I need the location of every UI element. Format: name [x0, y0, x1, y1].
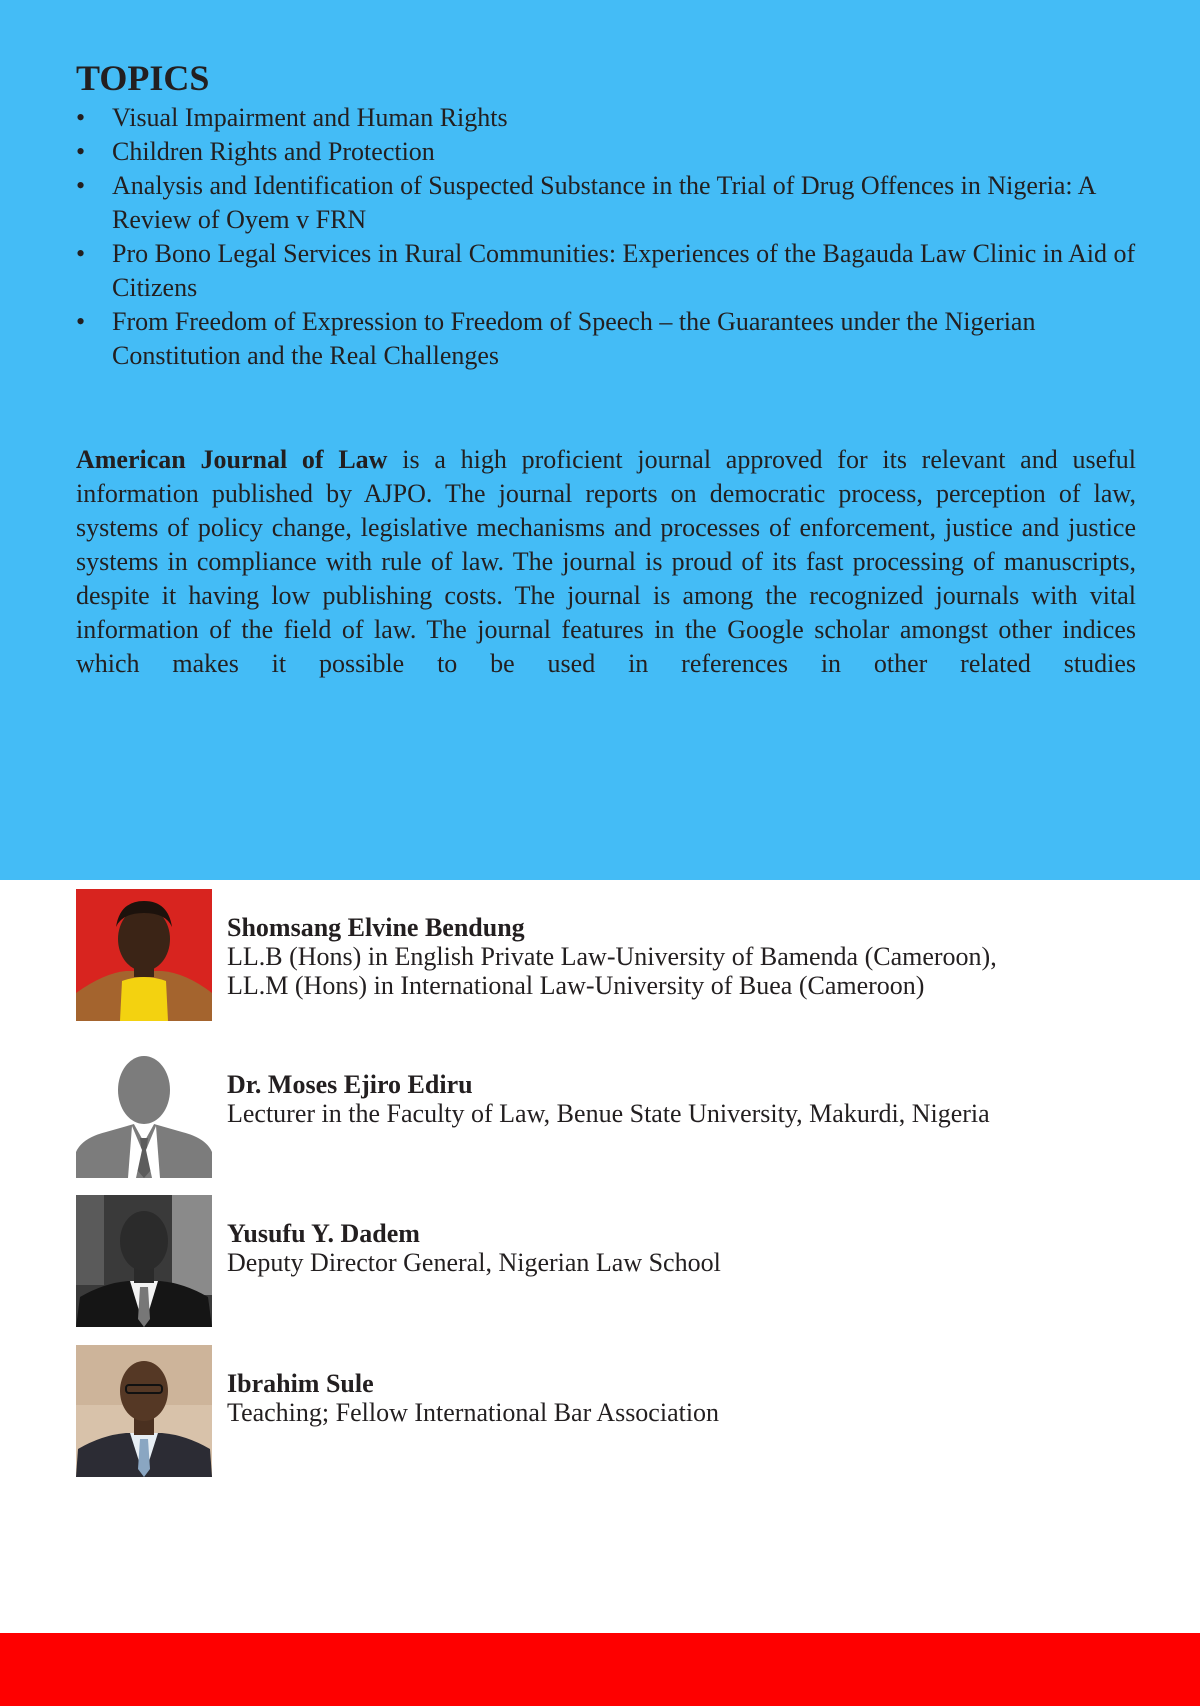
topic-item	[76, 101, 1136, 135]
bullet: •	[76, 137, 86, 166]
topic-text: From Freedom of Expression to Freedom of Speech – the Guarantees under the Nigerian Constitution and the Real Challenges	[112, 307, 1036, 370]
journal-description	[76, 443, 1136, 681]
avatar-placeholder-icon	[76, 1046, 212, 1178]
author-card	[76, 1345, 1176, 1477]
author-name: Shomsang Elvine Bendung	[227, 913, 525, 942]
bullet: •	[76, 307, 86, 336]
author-name: Dr. Moses Ejiro Ediru	[227, 1070, 473, 1099]
topic-text: Children Rights and Protection	[112, 137, 435, 166]
topic-text: Analysis and Identification of Suspected Substance in the Trial of Drug Offences in Nigeria: A Review of Oyem v FRN	[112, 171, 1095, 234]
author-photo	[76, 1195, 212, 1327]
topics-heading: TOPICS	[76, 58, 210, 98]
author-photo	[76, 889, 212, 1021]
topic-item	[76, 305, 1136, 373]
topic-item	[76, 135, 1136, 169]
author-photo	[76, 1345, 212, 1477]
author-info	[227, 1219, 1167, 1277]
bullet: •	[76, 239, 86, 268]
footer-bar	[0, 1633, 1200, 1706]
author-detail: LL.M (Hons) in International Law-University of Buea (Cameroon)	[227, 971, 925, 1000]
bullet: •	[76, 103, 86, 132]
journal-name: American Journal of Law	[76, 445, 388, 474]
topic-item	[76, 169, 1136, 237]
author-card	[76, 889, 1176, 1021]
description-text: is a high proficient journal approved for its relevant and useful information published by AJPO. The journal reports on democratic process, perception of law, systems of policy change, legislative mechanisms and processes of enforcement, justice and justice systems in compliance with rule of law. The journal is proud of its fast processing of manuscripts, despite it having low publishing costs. The journal is among the recognized journals with vital information of the field of law. The journal features in the Google scholar amongst other indices which makes it possible to be used in references in other related studies	[76, 445, 1136, 678]
author-detail: LL.B (Hons) in English Private Law-University of Bamenda (Cameroon),	[227, 942, 997, 971]
author-info	[227, 1070, 1167, 1128]
author-card	[76, 1195, 1176, 1327]
topic-text: Visual Impairment and Human Rights	[112, 103, 508, 132]
author-detail: Lecturer in the Faculty of Law, Benue State University, Makurdi, Nigeria	[227, 1099, 990, 1128]
author-detail: Teaching; Fellow International Bar Association	[227, 1398, 720, 1427]
author-info	[227, 913, 1167, 1000]
topic-item	[76, 237, 1136, 305]
author-name: Yusufu Y. Dadem	[227, 1219, 420, 1248]
topics-list	[76, 101, 1136, 373]
author-info	[227, 1369, 1167, 1427]
bullet: •	[76, 171, 86, 200]
author-name: Ibrahim Sule	[227, 1369, 374, 1398]
topic-text: Pro Bono Legal Services in Rural Communities: Experiences of the Bagauda Law Clinic in Aid of Citizens	[112, 239, 1136, 302]
author-card	[76, 1046, 1176, 1178]
author-detail: Deputy Director General, Nigerian Law School	[227, 1248, 721, 1277]
